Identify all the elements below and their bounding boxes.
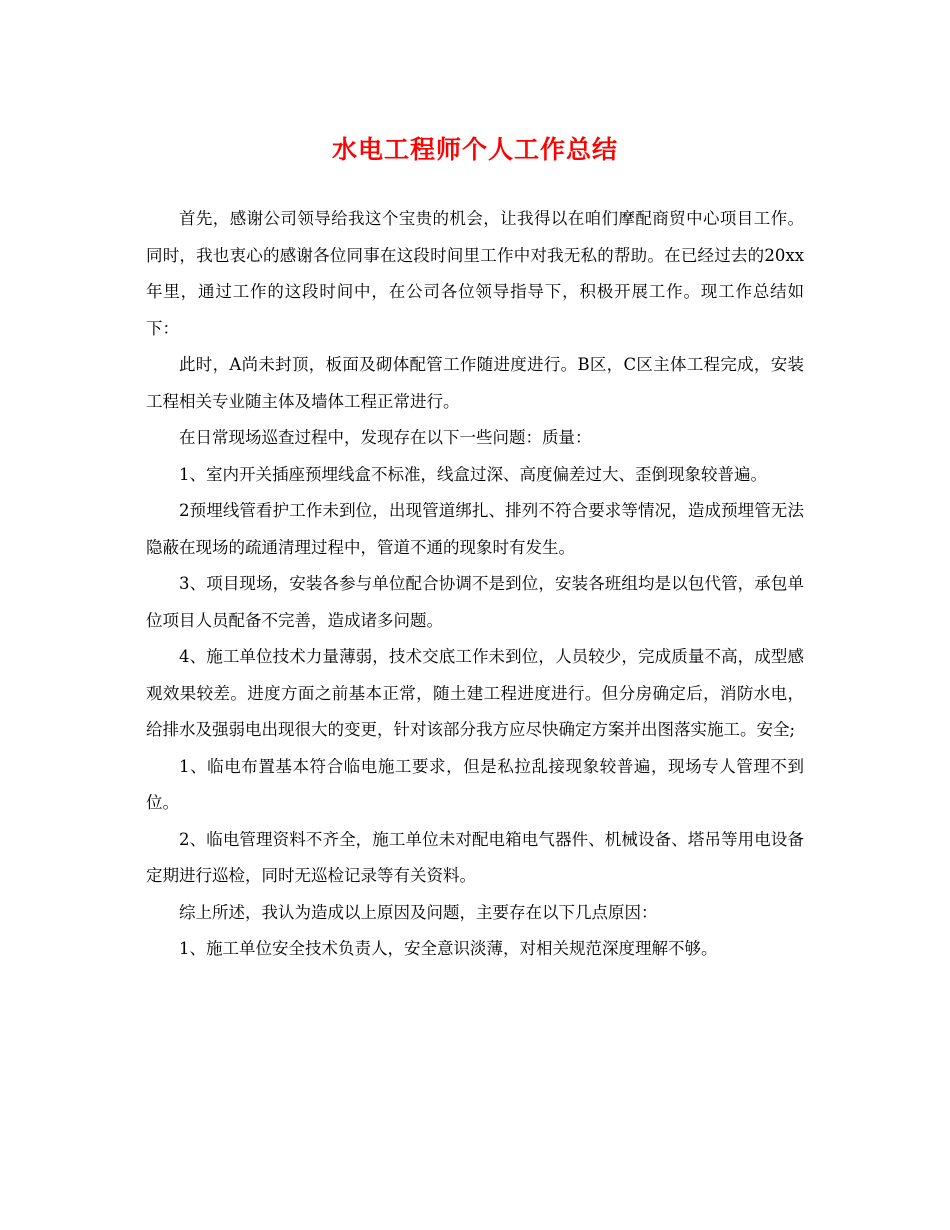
paragraph-progress: 此时，A尚未封顶，板面及砌体配管工作随进度进行。B区，C区主体工程完成，安装工程相关专业随主体及墙体工程正常进行。 bbox=[146, 355, 804, 411]
paragraph-inspection: 在日常现场巡查过程中，发现存在以下一些问题：质量： bbox=[179, 428, 592, 447]
paragraph-quality-3: 3、项目现场，安装各参与单位配合协调不是到位，安装各班组均是以包代管，承包单位项目人员配备不完善，造成诸多问题。 bbox=[146, 574, 804, 630]
paragraph-safety-1: 1、临电布置基本符合临电施工要求，但是私拉乱接现象较普遍，现场专人管理不到位。 bbox=[146, 756, 804, 812]
paragraph-intro: 首先，感谢公司领导给我这个宝贵的机会，让我得以在咱们摩配商贸中心项目工作。同时，我也衷心的感谢各位同事在这段时间里工作中对我无私的帮助。在已经过去的20xx年里，通过工作的这段时间中，在公司各位领导指导下，积极开展工作。现工作总结如下： bbox=[146, 209, 804, 338]
paragraph-cause-1: 1、施工单位安全技术负责人，安全意识淡薄，对相关规范深度理解不够。 bbox=[179, 939, 718, 958]
document-title: 水电工程师个人工作总结 bbox=[331, 135, 618, 164]
paragraph-summary: 综上所述，我认为造成以上原因及问题，主要存在以下几点原因： bbox=[179, 902, 658, 922]
paragraph-quality-4: 4、施工单位技术力量薄弱，技术交底工作未到位，人员较少，完成质量不高，成型感观效果较差。进度方面之前基本正常，随土建工程进度进行。但分房确定后，消防水电，给排水及强弱电出现很大的变更，针对该部分我方应尽快确定方案并出图落实施工。安全; bbox=[146, 647, 804, 739]
paragraph-quality-2: 2预埋线管看护工作未到位，出现管道绑扎、排列不符合要求等情况，造成预埋管无法隐蔽在现场的疏通清理过程中，管道不通的现象时有发生。 bbox=[146, 501, 804, 557]
paragraph-safety-2: 2、临电管理资料不齐全，施工单位未对配电箱电气器件、机械设备、塔吊等用电设备定期进行巡检，同时无巡检记录等有关资料。 bbox=[146, 829, 804, 885]
document-body bbox=[146, 201, 804, 968]
paragraph-quality-1: 1、室内开关插座预埋线盒不标准，线盒过深、高度偏差过大、歪倒现象较普遍。 bbox=[179, 464, 767, 484]
